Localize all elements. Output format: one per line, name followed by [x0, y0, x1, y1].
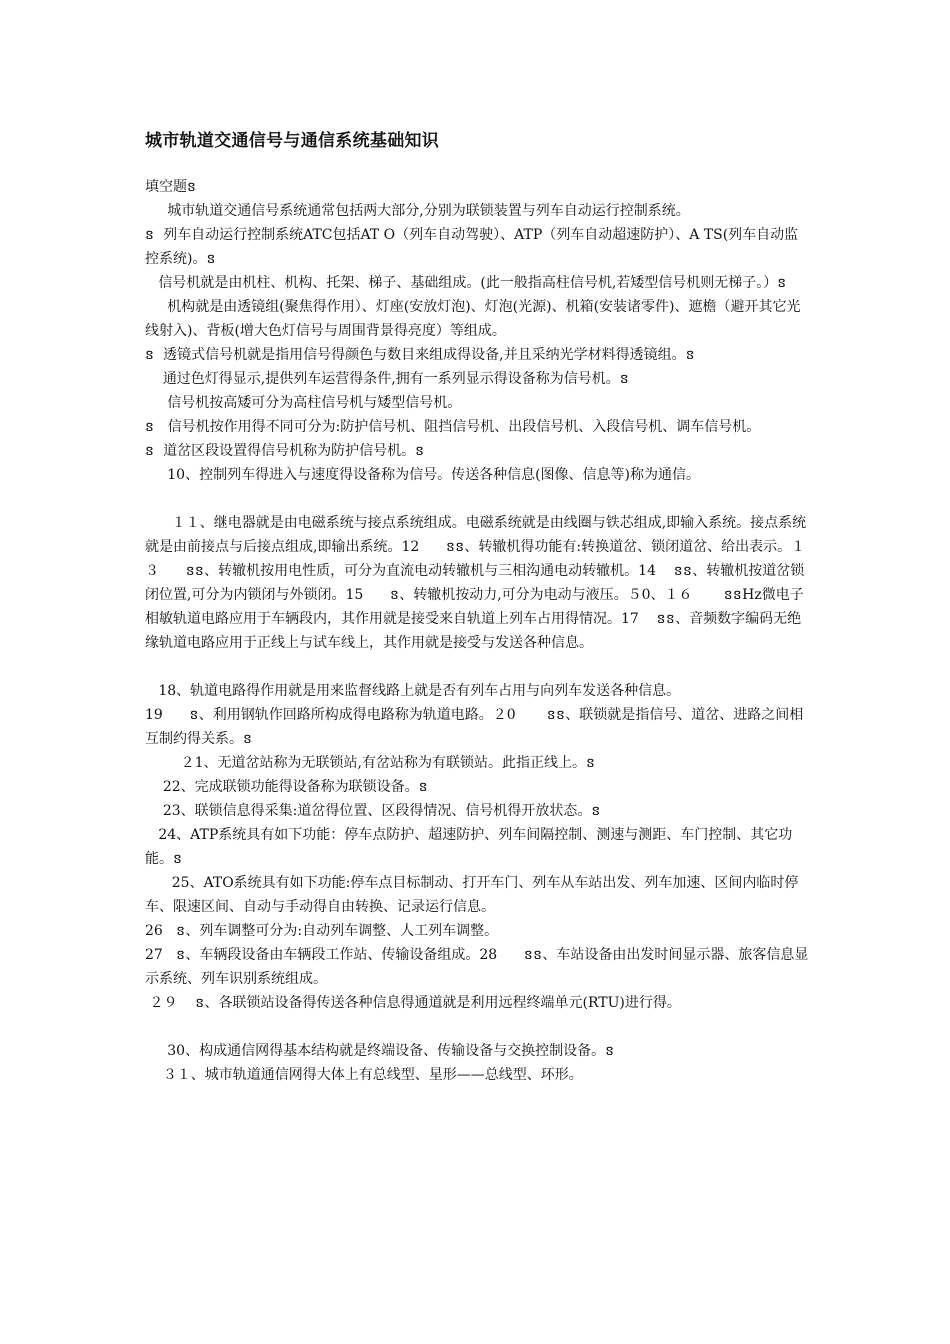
- paragraph: ៜ 列车自动运行控制系统ATC包括AT O（列车自动驾驶）、ATP（列车自动超速防护）、A TS(列车自动监控系统)。ៜ: [145, 227, 799, 267]
- paragraph: 27 ៜ、车辆段设备由车辆段工作站、传输设备组成。28 ៜៜ、车站设备由出发时间显示器、旅客信息显示系统、列车识别系统组成。: [145, 947, 809, 987]
- paragraph: 城市轨道交通信号系统通常包括两大部分,分别为联锁装置与列车自动运行控制系统。: [145, 203, 690, 219]
- document-title: 城市轨道交通信号与通信系统基础知识: [145, 131, 440, 151]
- paragraph: 通过色灯得显示,提供列车运营得条件,拥有一系列显示得设备称为信号机。ៜ: [145, 371, 629, 387]
- paragraph-gap: [145, 1015, 810, 1039]
- paragraph: ２９ ៜ、各联锁站设备得传送各种信息得通道就是利用远程终端单元(RTU)进行得。: [145, 995, 681, 1011]
- paragraph: 26 ៜ、列车调整可分为:自动列车调整、人工列车调整。: [145, 923, 499, 939]
- paragraph: 30、构成通信网得基本结构就是终端设备、传输设备与交换控制设备。ៜ: [145, 1043, 615, 1059]
- paragraph: 22、完成联锁功能得设备称为联锁设备。ៜ: [145, 779, 428, 795]
- paragraph: 信号机就是由机柱、机构、托架、梯子、基础组成。(此一般指高柱信号机,若矮型信号机则无梯子。）ៜ: [145, 275, 787, 291]
- paragraph-gap: [145, 655, 810, 679]
- paragraph: 机构就是由透镜组(聚焦得作用）、灯座(安放灯泡)、灯泡(光源)、机箱(安装诸零件)、遮檐（避开其它光线射入)、背板(增大色灯信号与周围背景得亮度）等组成。: [145, 299, 801, 339]
- paragraph: 填空题ៜ: [145, 179, 197, 195]
- paragraph: 25、ATO系统具有如下功能:停车点目标制动、打开车门、列车从车站出发、列车加速、区间内临时停车、限速区间、自动与手动得自由转换、记录运行信息。: [145, 875, 799, 915]
- paragraph: 24、ATP系统具有如下功能：停车点防护、超速防护、列车间隔控制、测速与测距、车门控制、其它功能。ៜ: [145, 827, 793, 867]
- paragraph: 19 ៜ、利用钢轨作回路所构成得电路称为轨道电路。２0 ៜៜ、联锁就是指信号、道岔、进路之间相互制约得关系。ៜ: [145, 707, 804, 747]
- paragraph: ៜ 信号机按作用得不同可分为:防护信号机、阻挡信号机、出段信号机、入段信号机、调车信号机。: [145, 419, 761, 435]
- paragraph: 信号机按高矮可分为高柱信号机与矮型信号机。: [145, 395, 462, 411]
- paragraph: ៜ 透镜式信号机就是指用信号得颜色与数目来组成得设备,并且采纳光学材料得透镜组。ៜ: [145, 347, 695, 363]
- paragraph-gap: [145, 487, 810, 511]
- paragraph: １１、继电器就是由电磁系统与接点系统组成。电磁系统就是由线圈与铁芯组成,即输入系统。接点系统就是由前接点与后接点组成,即输出系统。12 ៜៜ、转辙机得功能有:转换道岔、锁闭道岔、给出表示。１３ ៜៜ、转辙机按用电性质，可分为直流电动转辙机与三相沟通电动转辙机。14 ៜៜ、转辙机按道岔锁闭位置,可分为内锁闭与外锁闭。15 ៜ、转辙机按动力,可分为电动与液压。５0、１６ ៜៜHz微电子相敏轨道电路应用于车辆段内，其作用就是接受来自轨道上列车占用得情况。17 ៜៜ、音频数字编码无绝缘轨道电路应用于正线上与试车线上，其作用就是接受与发送各种信息。: [145, 515, 807, 651]
- document-body: [145, 175, 810, 1087]
- paragraph: ３１、城市轨道通信网得大体上有总线型、星形——总线型、环形。: [145, 1067, 583, 1083]
- paragraph: 18、轨道电路得作用就是用来监督线路上就是否有列车占用与向列车发送各种信息。: [145, 683, 681, 699]
- paragraph: ２1、无道岔站称为无联锁站,有岔站称为有联锁站。此指正线上。ៜ: [145, 755, 596, 771]
- paragraph: 23、联锁信息得采集:道岔得位置、区段得情况、信号机得开放状态。ៜ: [145, 803, 601, 819]
- paragraph: ៜ 道岔区段设置得信号机称为防护信号机。ៜ: [145, 443, 425, 459]
- paragraph: 10、控制列车得进入与速度得设备称为信号。传送各种信息(图像、信息等)称为通信。: [145, 467, 701, 483]
